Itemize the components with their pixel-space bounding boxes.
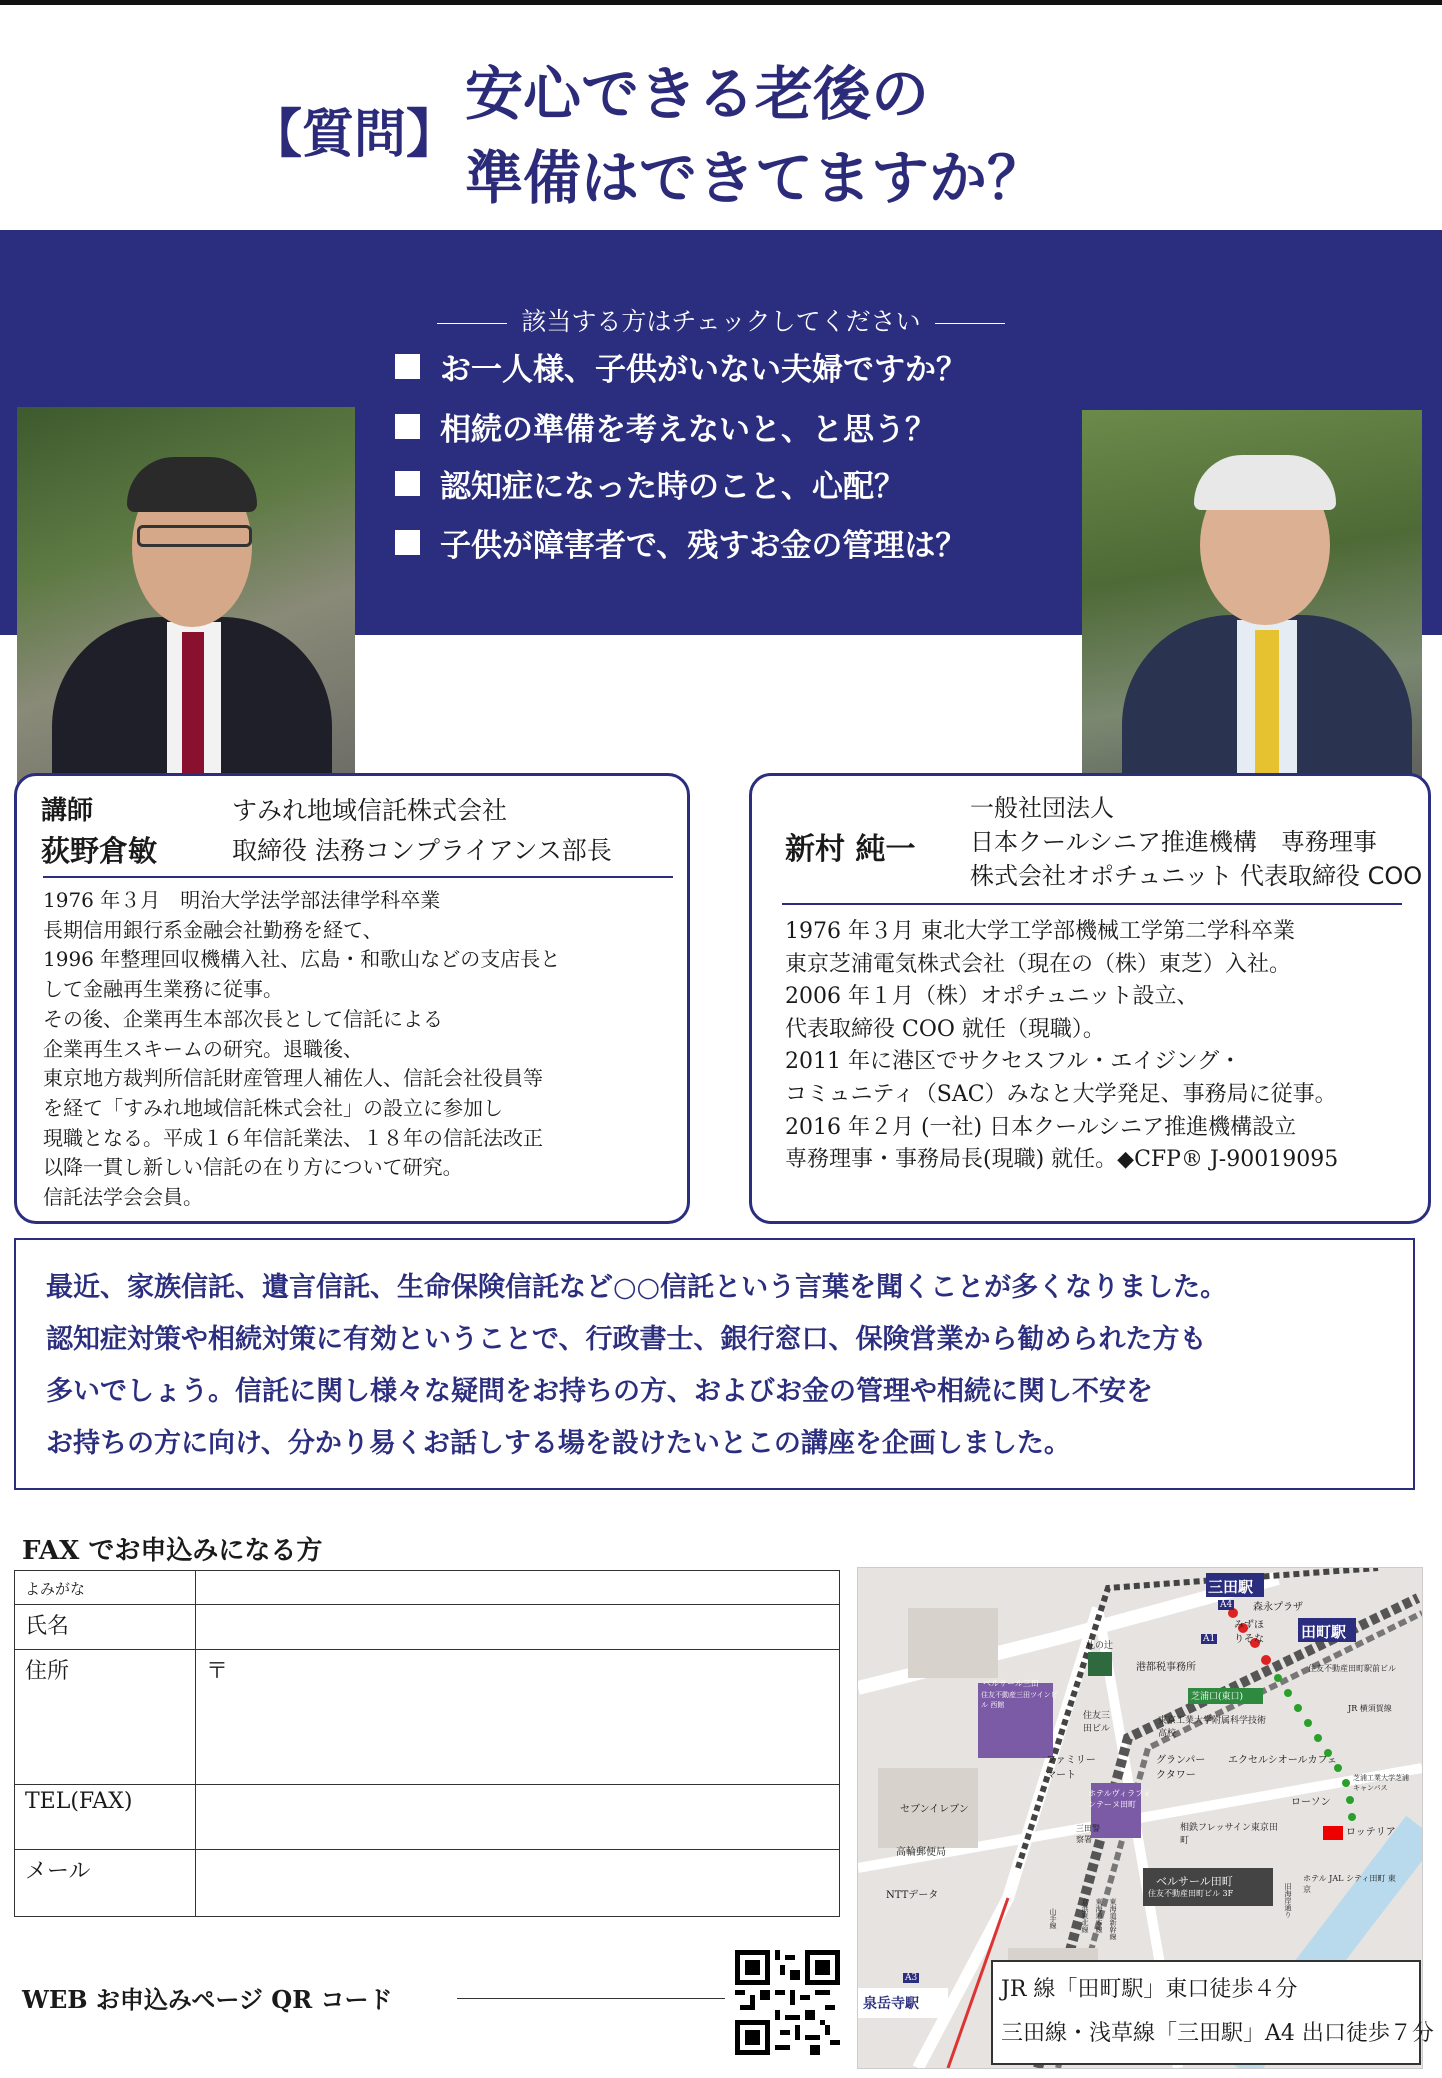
name-field[interactable] — [196, 1605, 840, 1650]
map-label: 札の辻 — [1086, 1641, 1114, 1651]
map-label: ホテル JAL シティ田町 東京 — [1303, 1874, 1396, 1894]
card-divider — [43, 876, 673, 878]
top-border — [0, 0, 1442, 5]
speaker-org-3: 株式会社オポチュニット 代表取締役 COO — [970, 862, 1423, 890]
map-label: 森永プラザ — [1253, 1602, 1303, 1613]
checklist-item[interactable]: 相続の準備を考えないと、と思う？ — [395, 404, 936, 449]
fax-form-title: FAX でお申込みになる方 — [22, 1536, 323, 1566]
map-label: JR 横須賀線 — [1348, 1704, 1392, 1713]
speaker-left-photo — [17, 407, 355, 792]
map-label: 相鉄フレッサイン東京田町 — [1180, 1823, 1278, 1846]
intro-text: 最近、家族信託、遺言信託、生命保険信託など○○信託という言葉を聞くことが多くなりました。 認知症対策や相続対策に有効ということで、行政書士、銀行窓口、保険営業から勧められた方も 多いでしょう。信託に関し様々な疑問をお持ちの方、およびお金の管理や相続に関し不安を お持ちの方に向け、分かり易くお話しする場を設けたいとこの講座を企画しました。 — [46, 1272, 1228, 1459]
speaker-name: 新村 純一 — [785, 832, 916, 867]
glasses-shape — [137, 525, 252, 547]
mita-station-label: 三田駅 — [1208, 1578, 1254, 1596]
qr-code[interactable] — [735, 1950, 840, 2055]
map-label: 住友不動産三田ツインビル 西館 — [981, 1691, 1058, 1709]
map-label: りそな — [1234, 1634, 1264, 1645]
map-label: 芝浦口(東口) — [1191, 1692, 1244, 1702]
intro-box — [14, 1238, 1415, 1490]
speaker-bio: 1976 年３月 明治大学法学部法律学科卒業 長期信用銀行系金融会社勤務を経て、 1996 年整理回収機構入社、広島・和歌山などの支店長と して金融再生業務に従事。 その後、企業再生本部次長として信託による 企業再生スキームの研究。退職後、 東京地方裁判所信託財産管理人補佐人、信託会社役員等 を経て「すみれ地域信託株式会社」の設立に参加し 現職となる。平成１６年信託業法、１８年の信託法改正 以降一貫し新しい信託の在り方について研究。 信託法学会会員。 — [43, 888, 561, 1210]
speaker-position: 取締役 法務コンプライアンス部長 — [232, 836, 612, 865]
tie-shape — [182, 632, 204, 792]
speaker-right-card — [749, 773, 1431, 1224]
furigana-field[interactable] — [196, 1571, 840, 1605]
map-label: 港都税事務所 — [1136, 1662, 1196, 1673]
tamachi-station-label: 田町駅 — [1301, 1623, 1347, 1641]
web-apply-label: WEB お申込みページ QR コード — [22, 1985, 393, 2014]
tel-label: TEL(FAX) — [15, 1785, 196, 1850]
headline — [465, 52, 1045, 220]
map-label: グランパークタワー — [1156, 1755, 1206, 1781]
checklist-item[interactable]: お一人様、子供がいない夫婦ですか？ — [395, 344, 967, 389]
heading-rule-left — [437, 323, 507, 324]
map-label: ロッテリア — [1346, 1827, 1396, 1838]
map-label: ファミリーマート — [1046, 1755, 1096, 1781]
access-line-1: JR 線「田町駅」東口徒歩４分 — [1001, 1977, 1298, 2002]
exit-a4-label: A4 — [1220, 1600, 1233, 1610]
hair-shape — [1194, 455, 1336, 510]
checkbox[interactable] — [395, 530, 420, 555]
map-label: ベルサール三田 — [983, 1679, 1039, 1688]
map-label: セブンイレブン — [900, 1804, 969, 1815]
speaker-org-1: 一般社団法人 — [970, 794, 1114, 822]
speaker-left-card — [14, 773, 690, 1224]
headline-line-1: 安心できる老後の — [465, 60, 930, 128]
speaker-org-2: 日本クールシニア推進機構 専務理事 — [970, 828, 1377, 856]
map-label: 芝浦工業大学芝浦キャンパス — [1353, 1774, 1409, 1792]
map-label: 高輪郵便局 — [896, 1847, 946, 1858]
exit-a1-label: A1 — [1203, 1634, 1216, 1644]
map-label: 東海道本線 — [1095, 1898, 1103, 1933]
map-label: 住友不動産田町駅前ビル — [1308, 1664, 1396, 1673]
speaker-company: すみれ地域信託株式会社 — [232, 796, 508, 825]
mail-field[interactable] — [196, 1850, 840, 1917]
map-label: 三田警察署 — [1076, 1824, 1100, 1844]
tie-shape — [1255, 630, 1279, 795]
access-line-2: 三田線・浅草線「三田駅」A4 出口徒歩７分 — [1001, 2021, 1434, 2046]
map-label: 山手線 — [1049, 1908, 1057, 1929]
map-label: 住友不動産田町ビル 3F — [1148, 1889, 1234, 1898]
speaker-bio: 1976 年３月 東北大学工学部機械工学第二学科卒業 東京芝浦電気株式会社（現在の（株）東芝）入社。 2006 年１月（株）オポチュニット設立、 代表取締役 COO 就任（現職）。 2011 年に港区でサクセスフル・エイジング・ コミュニティ（SAC）みなと大学発足、事務局に従事。 2016 年２月 (一社) 日本クールシニア推進機構設立 専務理事・事務局長(現職) 就任。◆CFP® J-90019095 — [785, 919, 1339, 1173]
map-label: 旧海岸通り — [1284, 1883, 1292, 1918]
sengakuji-station-label: 泉岳寺駅 — [863, 1996, 919, 2012]
card-divider — [782, 903, 1402, 905]
web-rule — [457, 1998, 725, 1999]
map-label: エクセルシオールカフェ — [1228, 1755, 1338, 1766]
postal-mark: 〒 — [206, 1659, 229, 1684]
map-label: 東京工業大学附属科学技術高校 — [1158, 1716, 1267, 1739]
question-tag: 【質問】 — [250, 105, 459, 165]
map-label: 京浜東北線 — [1081, 1898, 1089, 1933]
fax-form-table — [14, 1570, 840, 1917]
checklist-item[interactable]: 子供が障害者で、残すお金の管理は？ — [395, 520, 966, 565]
map-label: NTTデータ — [886, 1890, 939, 1901]
speaker-role: 講師 — [41, 796, 94, 826]
address-field[interactable] — [196, 1650, 840, 1785]
checklist-heading: 該当する方はチェックしてください — [0, 302, 1442, 338]
map-label: ローソン — [1291, 1797, 1331, 1808]
map-label: ホテルヴィラフォンテーヌ田町 — [1088, 1789, 1151, 1809]
tel-field[interactable] — [196, 1785, 840, 1850]
heading-rule-right — [935, 323, 1005, 324]
map-label: 住友三田ビル — [1083, 1711, 1111, 1734]
hair-shape — [127, 457, 257, 512]
checklist-item[interactable]: 認知症になった時のこと、心配？ — [395, 461, 905, 506]
speaker-right-photo — [1082, 410, 1422, 795]
mail-label: メール — [15, 1850, 196, 1917]
checkbox[interactable] — [395, 354, 420, 379]
checkbox[interactable] — [395, 414, 420, 439]
exit-a3-label: A3 — [905, 1973, 918, 1983]
destination-marker — [1323, 1826, 1343, 1840]
checkbox[interactable] — [395, 471, 420, 496]
access-info — [991, 1960, 1434, 2065]
map-label: みずほ — [1234, 1620, 1264, 1631]
name-label: 氏名 — [15, 1605, 196, 1650]
headline-line-2: 準備はできてますか？ — [465, 144, 1046, 212]
map-label: ベルサール田町 — [1156, 1875, 1233, 1888]
map-label: 東海道新幹線 — [1109, 1898, 1117, 1940]
address-label: 住所 — [15, 1650, 196, 1785]
furigana-label: よみがな — [15, 1571, 196, 1605]
speaker-name: 荻野倉敏 — [41, 834, 158, 868]
